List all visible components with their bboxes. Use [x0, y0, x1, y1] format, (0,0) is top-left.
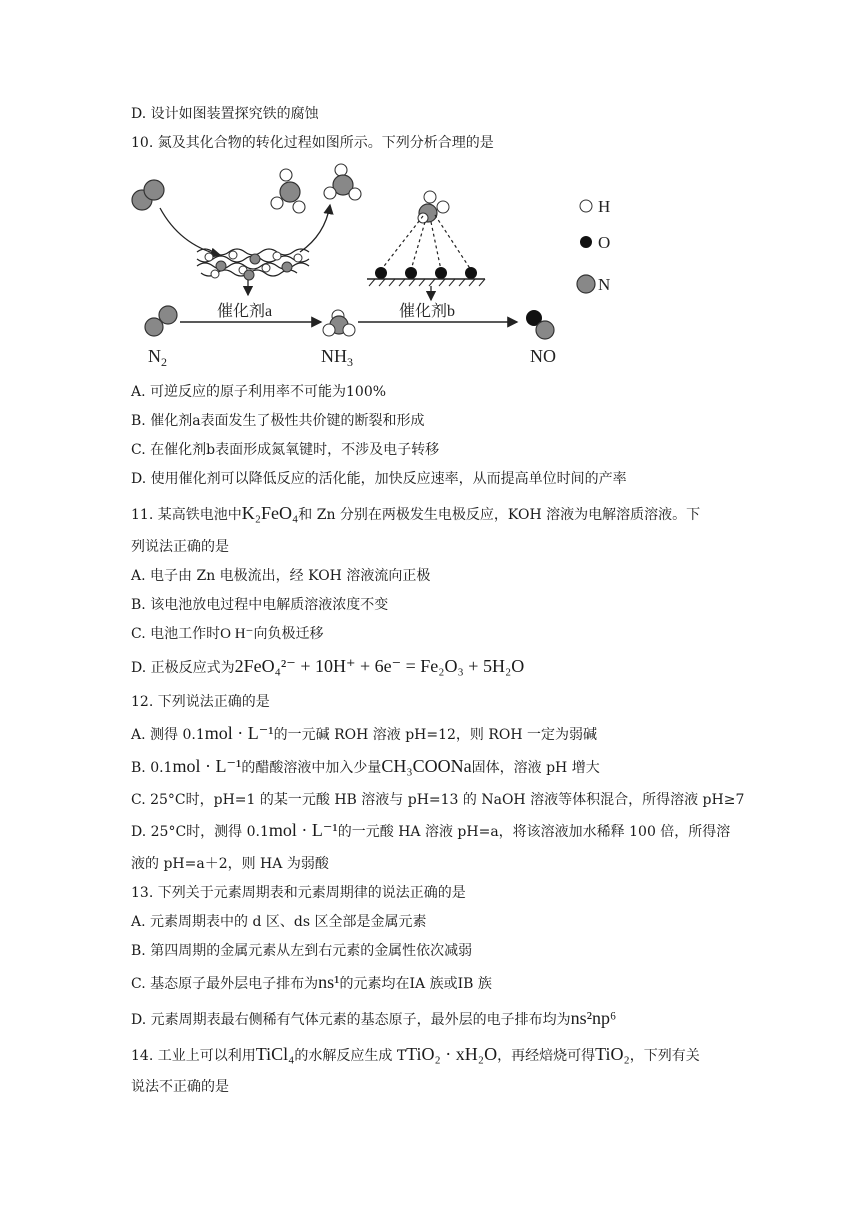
q10-option-c: C. 在催化剂b表面形成氮氧键时，不涉及电子转移	[131, 442, 440, 458]
catalyst-b-label: 催化剂b	[399, 303, 456, 320]
legend	[577, 197, 610, 294]
legend-n: N	[598, 275, 611, 294]
q9-option-d: D. 设计如图装置探究铁的腐蚀	[131, 106, 319, 122]
q11-option-b: B. 该电池放电过程中电解质溶液浓度不变	[131, 597, 389, 613]
adsorption-arrow	[160, 208, 220, 255]
n2-molecule-bottom	[145, 306, 177, 336]
q10-option-b: B. 催化剂a表面发生了极性共价键的断裂和形成	[131, 413, 425, 429]
q12-stem: 12. 下列说法正确的是	[131, 694, 270, 710]
n2-label: $N_2$	[148, 346, 167, 369]
q10-option-a: A. 可逆反应的原子利用率不可能为100%	[131, 384, 387, 400]
legend-h: H	[598, 197, 611, 216]
catalyst-a-label: 催化剂a	[217, 303, 273, 320]
k2feo4-formula: K₂FeO₄	[241, 503, 299, 523]
q12-option-c: C. 25°C时，pH=1 的某一元酸 HB 溶液与 pH=13 的 NaOH 溶液等体积混合，所得溶液 pH≥7	[131, 792, 745, 808]
q12-option-b: B. 0.1mol · L⁻¹的醋酸溶液中加入少量CH₃COONa固体，溶液 pH 增大	[131, 756, 600, 776]
nh3-molecule-top	[324, 164, 361, 200]
q12-option-d-line2: 液的 pH=a＋2，则 HA 为弱酸	[131, 856, 329, 872]
q13-option-b: B. 第四周期的金属元素从左到右元素的金属性依次减弱	[131, 943, 473, 959]
q11-stem: 11. 某高铁电池中K₂FeO₄和 Zn 分别在两极发生电极反应，KOH 溶液为电解溶质溶液。下	[131, 503, 701, 523]
q13-stem: 13. 下列关于元素周期表和元素周期律的说法正确的是	[131, 885, 466, 901]
nh3-molecule-bottom	[323, 310, 355, 336]
legend-o: O	[598, 233, 611, 252]
q12-option-d: D. 25°C时，测得 0.1mol · L⁻¹的一元酸 HA 溶液 pH=a，将该溶液加水稀释 100 倍，所得溶	[131, 820, 731, 840]
q12-option-a: A. 测得 0.1mol · L⁻¹的一元碱 ROH 溶液 pH=12，则 ROH 一定为弱碱	[131, 723, 598, 743]
q14-stem-line2: 说法不正确的是	[131, 1079, 229, 1095]
nh3-label: $NH_3$	[321, 346, 353, 369]
q11-stem-line2: 列说法正确的是	[131, 539, 229, 555]
no-molecule	[526, 310, 554, 339]
no-label: NO	[530, 346, 556, 366]
q13-option-d: D. 元素周期表最右侧稀有气体元素的基态原子，最外层的电子排布均为ns²np⁶	[131, 1008, 617, 1028]
n2-molecule-top	[132, 180, 164, 210]
catalyst-b-surface	[367, 191, 485, 300]
q10-option-d: D. 使用催化剂可以降低反应的活化能，加快反应速率，从而提高单位时间的产率	[131, 471, 627, 487]
nitrogen-conversion-diagram	[125, 160, 725, 375]
q11-option-a: A. 电子由 Zn 电极流出，经 KOH 溶液流向正极	[131, 568, 431, 584]
q13-option-c: C. 基态原子最外层电子排布为ns¹的元素均在IA 族或IB 族	[131, 972, 492, 992]
q11-option-d: D. 正极反应式为2FeO₄²⁻ + 10H⁺ + 6e⁻ = Fe₂O₃ + 5H₂O	[131, 656, 525, 676]
q10-stem: 10. 氮及其化合物的转化过程如图所示。下列分析合理的是	[131, 135, 494, 151]
hydrogen-cluster	[271, 169, 305, 213]
q13-option-a: A. 元素周期表中的 d 区、ds 区全部是金属元素	[131, 914, 427, 930]
desorption-arrow	[300, 205, 330, 252]
cathode-equation: 2FeO₄²⁻ + 10H⁺ + 6e⁻ = Fe₂O₃ + 5H₂O	[234, 656, 525, 676]
q14-stem: 14. 工业上可以利用TiCl₄的水解反应生成 TTiO₂ · xH₂O，再经焙烧可得TiO₂，下列有关	[131, 1044, 700, 1064]
q11-option-c: C. 电池工作时O H⁻向负极迁移	[131, 626, 324, 642]
